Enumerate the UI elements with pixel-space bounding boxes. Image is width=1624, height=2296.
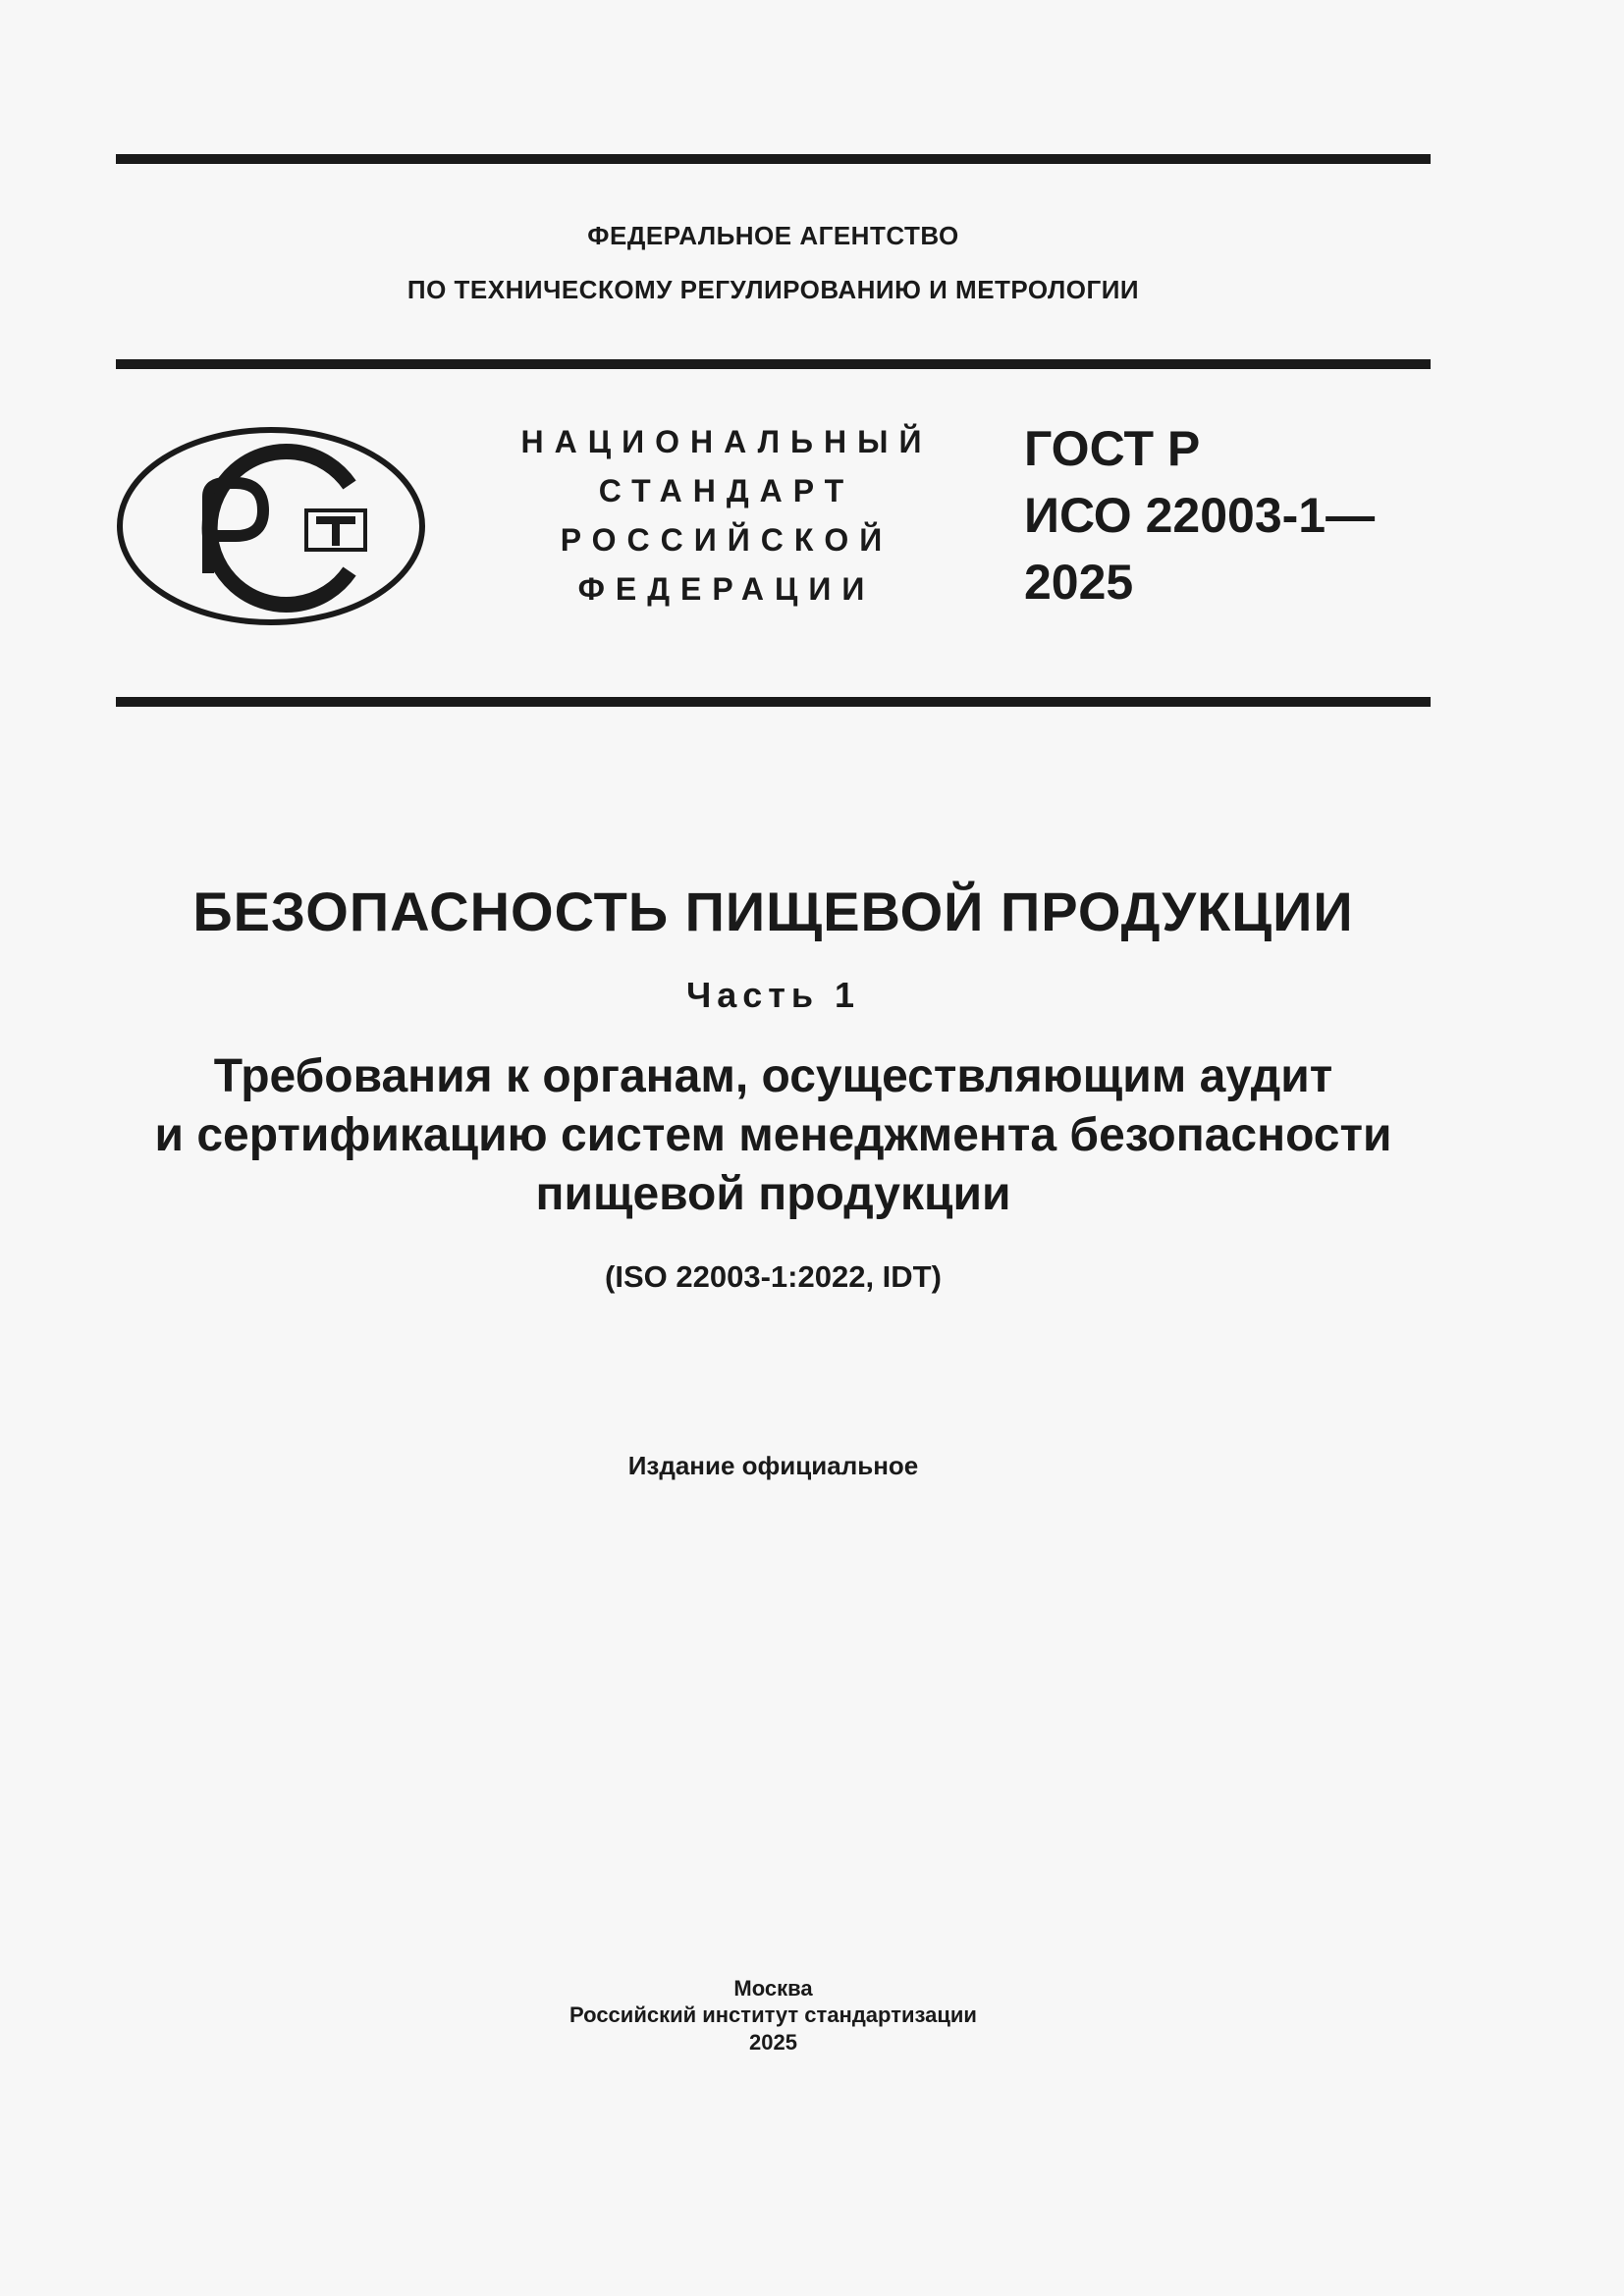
agency-name-line1: ФЕДЕРАЛЬНОЕ АГЕНТСТВО	[587, 221, 959, 250]
rst-logo-icon	[116, 426, 426, 626]
document-title: БЕЗОПАСНОСТЬ ПИЩЕВОЙ ПРОДУКЦИИ	[192, 881, 1354, 942]
footer-year: 2025	[749, 2030, 797, 2055]
section-rule	[116, 697, 1431, 707]
national-line-3: РОССИЙСКОЙ	[560, 522, 893, 558]
document-part: Часть 1	[685, 975, 861, 1015]
national-line-1: НАЦИОНАЛЬНЫЙ	[520, 424, 933, 459]
top-rule	[116, 154, 1431, 164]
designation-line-2: ИСО 22003-1—	[1024, 488, 1376, 543]
edition-label: Издание официальное	[627, 1451, 919, 1480]
subtitle-line-2: и сертификацию систем менеджмента безопасности	[154, 1109, 1392, 1161]
agency-name-line2: ПО ТЕХНИЧЕСКОМУ РЕГУЛИРОВАНИЮ И МЕТРОЛОГИИ	[406, 275, 1140, 304]
header-rule	[116, 359, 1431, 369]
national-line-2: СТАНДАРТ	[598, 473, 855, 508]
subtitle-line-3: пищевой продукции	[535, 1168, 1011, 1220]
designation-line-1: ГОСТ Р	[1024, 421, 1201, 476]
national-line-4: ФЕДЕРАЦИИ	[577, 571, 876, 607]
subtitle-line-1: Требования к органам, осуществляющим аудит	[213, 1050, 1333, 1102]
footer-city: Москва	[733, 1976, 813, 2001]
iso-reference: (ISO 22003-1:2022, IDT)	[605, 1259, 942, 1294]
footer-publisher: Российский институт стандартизации	[569, 2002, 977, 2027]
designation-line-3: 2025	[1024, 555, 1134, 610]
